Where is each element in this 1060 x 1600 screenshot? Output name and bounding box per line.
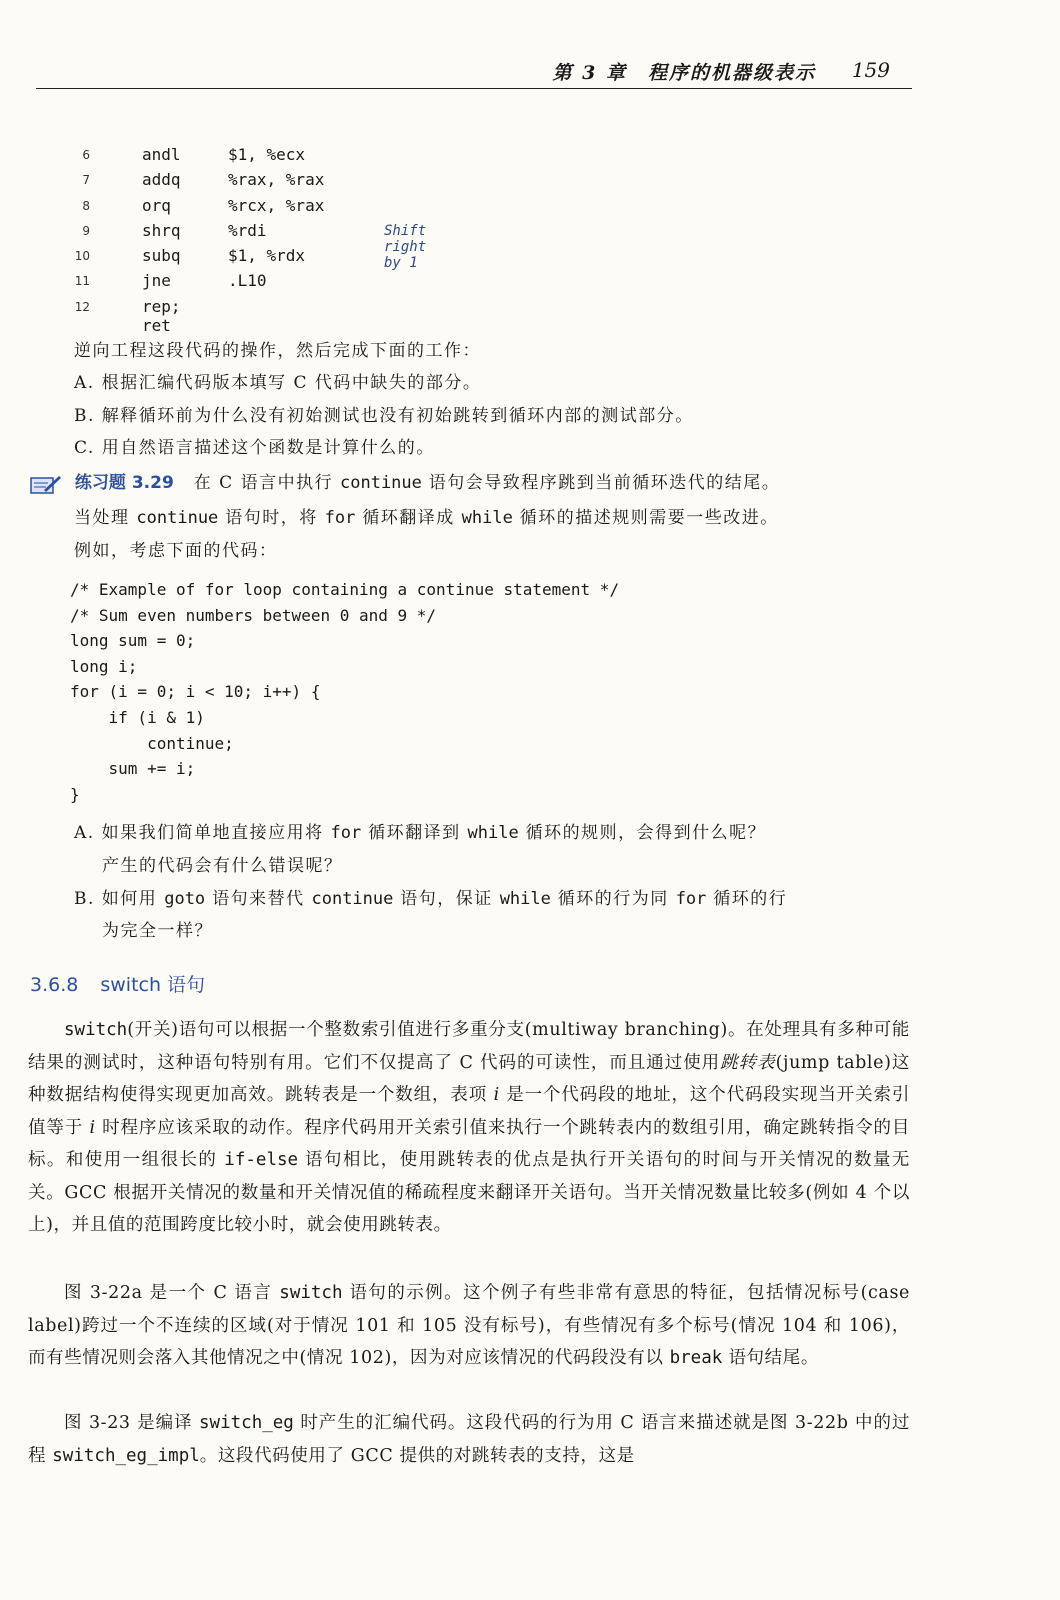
code-inline: while	[461, 508, 513, 528]
question-b-line-1	[74, 883, 787, 915]
asm-operands: %rax, %rax	[228, 170, 325, 190]
question-b-line-2: 为完全一样？	[102, 921, 213, 941]
code-inline: while	[467, 823, 519, 843]
code-line: long i;	[70, 656, 138, 676]
text: 。这段代码使用了 GCC 提供的对跳转表的支持，这是	[199, 1445, 635, 1466]
code-line: long sum = 0;	[70, 631, 196, 651]
asm-opcode: rep; ret	[142, 296, 181, 335]
math-var: i	[89, 1117, 96, 1138]
task-a: A. 根据汇编代码版本填写 C 代码中缺失的部分。	[74, 373, 482, 393]
section-title-text: 语句	[161, 974, 206, 996]
code-inline: continue	[311, 889, 394, 909]
line-number: 6	[82, 148, 90, 162]
text: 循环的行为同	[550, 889, 676, 909]
code-inline: for	[324, 508, 356, 528]
question-a-line-1	[74, 817, 766, 849]
text: 时程序应该采取的动作。程序代码用开关索引值来执行一个跳转表内的数组引用，确定跳转指令的目标。和使用一组很长的	[28, 1117, 910, 1170]
exercise-line-3: 例如，考虑下面的代码：	[74, 541, 278, 561]
text: 时产生的汇编代码。这段代码的行为用 C 语言来描述就是图 3-22b 中的过程	[28, 1413, 910, 1466]
text: 图 3-22a 是一个 C 语言	[64, 1283, 280, 1303]
code-line: for (i = 0; i < 10; i++) {	[70, 682, 321, 702]
text: (jump table)这种数据结构使得实现更加高效。跳转表是一个数组，表项	[28, 1052, 910, 1105]
text: 图 3-23 是编译	[64, 1413, 200, 1433]
code-line: continue;	[70, 733, 234, 753]
text: 循环翻译到	[361, 823, 468, 843]
text: (开关)语句可以根据一个整数索引值进行多重分支(multiway branching)。在处理具有多种可能结果的测试时，这种语句特别有用。它们不仅提高了 C 代码的可读性，而且通过使用	[28, 1020, 910, 1073]
code-inline: switch_eg_impl	[52, 1445, 200, 1466]
line-number: 7	[82, 173, 90, 188]
text: A. 如果我们简单地直接应用将	[74, 823, 331, 843]
asm-operands: $1, %ecx	[228, 145, 306, 164]
asm-opcode: addq	[142, 170, 181, 190]
code-inline: switch	[64, 1020, 128, 1040]
section-heading	[30, 970, 205, 997]
text: 语句时，将	[218, 508, 325, 528]
code-line: sum += i;	[70, 759, 196, 779]
code-inline: if-else	[224, 1150, 299, 1170]
line-number: 9	[82, 223, 90, 238]
code-inline: switch	[279, 1283, 343, 1303]
pencil-exercise-icon	[30, 473, 62, 495]
emphasis: 跳转表	[720, 1052, 776, 1073]
code-inline: continue	[340, 473, 422, 493]
asm-operands: %rdi	[228, 220, 267, 240]
code-inline: continue	[136, 508, 219, 528]
line-number: 12	[74, 299, 90, 314]
page-number: 159	[851, 58, 890, 82]
text: 语句相比，使用跳转表的优点是执行开关语句的时间与开关情况的数量无关。GCC 根据开关情况的数量和开关情况值的稀疏程度来翻译开关语句。当开关情况数量比较多(例如 4 个以上)，并且值的范围跨度比较小时，就会使用跳转表。	[28, 1150, 910, 1235]
code-inline: for	[675, 889, 707, 909]
code-line: /* Example of for loop containing a continue statement */	[70, 580, 620, 599]
text: 语句，保证	[393, 889, 500, 909]
tasks-intro: 逆向工程这段代码的操作，然后完成下面的工作：	[74, 341, 481, 361]
text: 语句的示例。这个例子有些非常有意思的特征，包括情况标号(case label)跨过一个不连续的区域(对于情况 101 和 105 没有标号)，有些情况有多个标号(情况 104 和 106)，而有些情况则会落入其他情况之中(情况 102)，因为对应该情况的代码段没有以	[28, 1283, 910, 1368]
asm-operands: $1, %rdx	[228, 246, 306, 266]
text: 循环翻译成	[355, 508, 462, 528]
paragraph-3	[28, 1407, 910, 1472]
asm-operands: .L10	[228, 271, 267, 291]
exercise-title: 练习题 3.29	[74, 473, 174, 493]
chapter-title: 第 3 章 程序的机器级表示	[552, 62, 816, 84]
asm-comment: Shift right by 1	[384, 222, 427, 271]
line-number: 8	[82, 198, 90, 213]
code-line: }	[70, 784, 80, 804]
code-inline: while	[499, 889, 551, 909]
asm-opcode: shrq	[142, 220, 181, 240]
asm-opcode: orq	[142, 195, 171, 215]
task-b: B. 解释循环前为什么没有初始测试也没有初始跳转到循环内部的测试部分。	[74, 406, 694, 426]
exercise-line-2	[74, 502, 779, 534]
paragraph-1	[28, 1014, 910, 1242]
line-number: 11	[74, 274, 90, 289]
c-code-block	[70, 577, 619, 807]
text: 是一个代码段的地址，这个代码段实现当开关索引值等于	[28, 1085, 910, 1138]
text: 当处理	[74, 508, 137, 528]
text: 在 C 语言中执行	[193, 473, 340, 493]
asm-opcode: subq	[142, 246, 181, 266]
text: 循环的描述规则需要一些改进。	[512, 508, 779, 528]
section-title-code: switch	[100, 974, 162, 996]
line-number: 10	[74, 249, 90, 264]
text: 语句会导致程序跳到当前循环迭代的结尾。	[421, 473, 781, 493]
code-inline: break	[669, 1348, 723, 1368]
asm-operands: %rcx, %rax	[228, 195, 325, 215]
asm-opcode: jne	[142, 271, 171, 291]
task-c: C. 用自然语言描述这个函数是计算什么的。	[74, 438, 435, 458]
text: 语句结尾。	[722, 1348, 819, 1368]
text: 循环的规则，会得到什么呢？	[518, 823, 767, 843]
text: 循环的行	[706, 889, 788, 909]
section-number: 3.6.8	[30, 974, 79, 996]
code-line: if (i & 1)	[70, 707, 205, 727]
running-header	[36, 58, 912, 89]
code-inline: switch_eg	[199, 1413, 294, 1433]
text: B. 如何用	[74, 889, 165, 909]
text: 语句来替代	[205, 889, 312, 909]
math-var: i	[493, 1085, 500, 1105]
code-inline: goto	[164, 889, 206, 909]
paragraph-2	[28, 1277, 910, 1375]
asm-opcode: andl	[142, 145, 181, 164]
exercise-3-29	[30, 467, 930, 499]
question-a-line-2: 产生的代码会有什么错误呢？	[102, 856, 343, 876]
code-line: /* Sum even numbers between 0 and 9 */	[70, 605, 437, 625]
code-inline: for	[330, 823, 362, 843]
